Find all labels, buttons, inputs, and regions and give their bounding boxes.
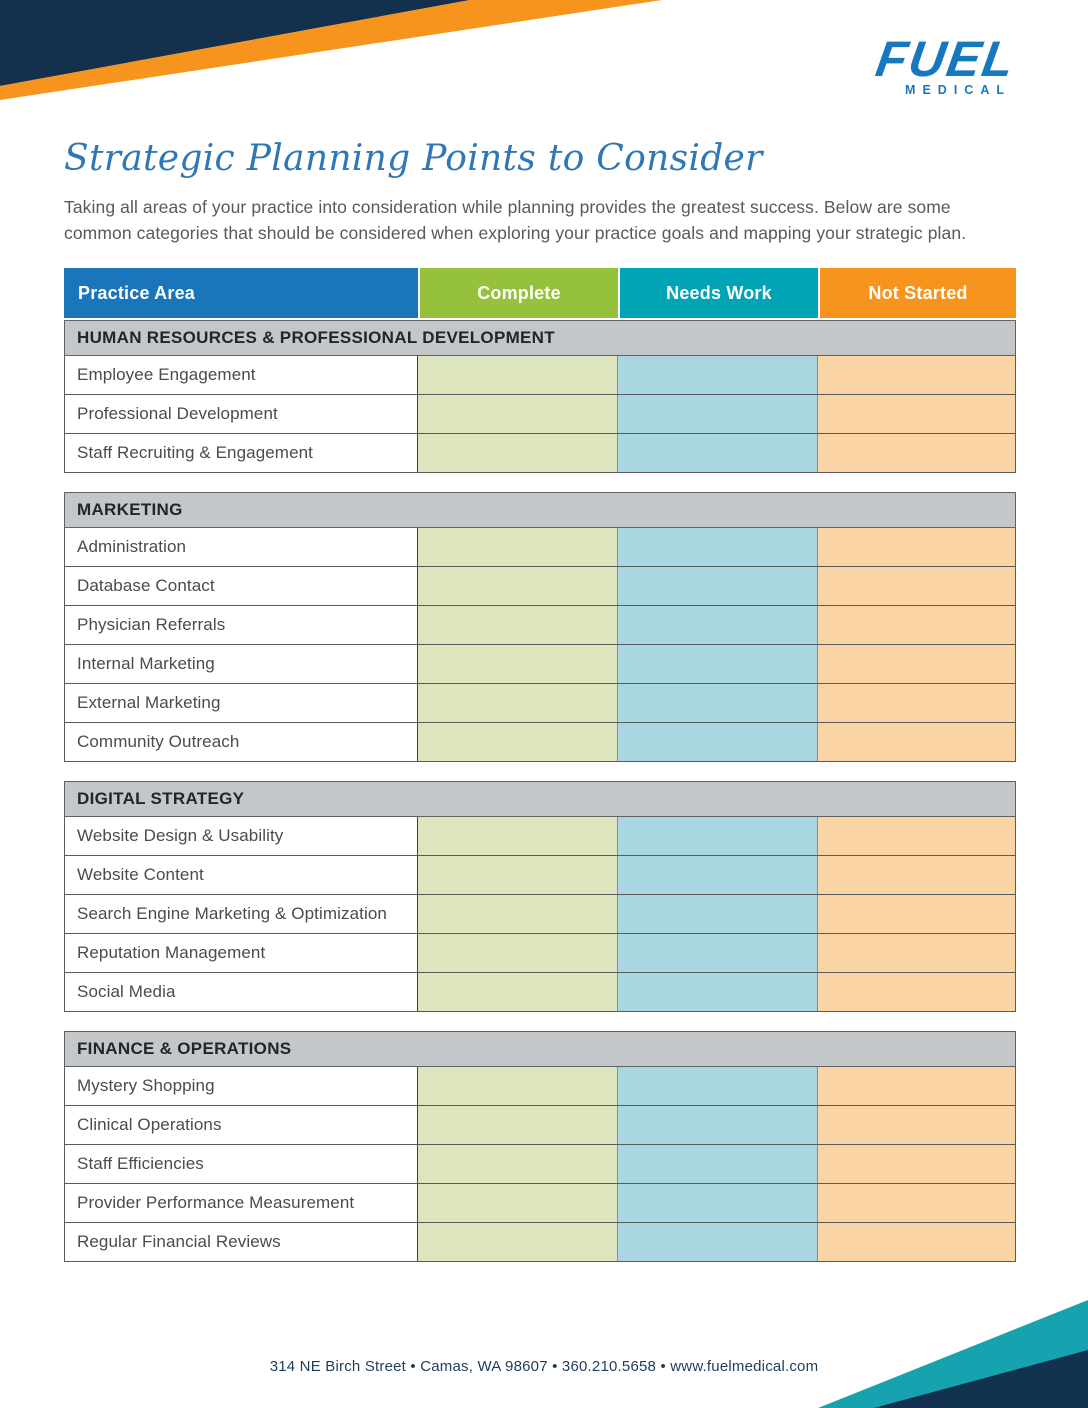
section-header: DIGITAL STRATEGY bbox=[64, 781, 1016, 817]
intro-paragraph: Taking all areas of your practice into consideration while planning provides the greatest success. Below are some common categories that should be considered when exploring your practice goals and mapping your strategic plan. bbox=[64, 197, 967, 243]
table-section bbox=[64, 492, 1016, 762]
column-header-practice-area: Practice Area bbox=[64, 268, 418, 318]
table-row bbox=[64, 1067, 1016, 1106]
column-header-complete: Complete bbox=[418, 268, 618, 318]
status-cell-needswork[interactable] bbox=[618, 356, 818, 394]
status-cell-notstarted[interactable] bbox=[818, 606, 1016, 644]
status-cell-needswork[interactable] bbox=[618, 817, 818, 855]
table-section bbox=[64, 1031, 1016, 1262]
status-cell-needswork[interactable] bbox=[618, 1145, 818, 1183]
row-label: External Marketing bbox=[64, 684, 418, 722]
row-label: Staff Efficiencies bbox=[64, 1145, 418, 1183]
row-label: Administration bbox=[64, 528, 418, 566]
row-label: Website Content bbox=[64, 856, 418, 894]
row-label: Regular Financial Reviews bbox=[64, 1223, 418, 1261]
status-cell-needswork[interactable] bbox=[618, 645, 818, 683]
row-label: Social Media bbox=[64, 973, 418, 1011]
status-cell-complete[interactable] bbox=[418, 895, 618, 933]
row-label: Professional Development bbox=[64, 395, 418, 433]
status-cell-needswork[interactable] bbox=[618, 528, 818, 566]
status-cell-complete[interactable] bbox=[418, 1184, 618, 1222]
status-cell-needswork[interactable] bbox=[618, 606, 818, 644]
table-row bbox=[64, 856, 1016, 895]
row-label: Mystery Shopping bbox=[64, 1067, 418, 1105]
table-section bbox=[64, 781, 1016, 1012]
row-label: Physician Referrals bbox=[64, 606, 418, 644]
status-cell-notstarted[interactable] bbox=[818, 973, 1016, 1011]
column-header-needs-work: Needs Work bbox=[618, 268, 818, 318]
status-cell-needswork[interactable] bbox=[618, 1067, 818, 1105]
status-cell-notstarted[interactable] bbox=[818, 934, 1016, 972]
table-row bbox=[64, 606, 1016, 645]
status-cell-complete[interactable] bbox=[418, 645, 618, 683]
section-header: HUMAN RESOURCES & PROFESSIONAL DEVELOPMENT bbox=[64, 320, 1016, 356]
status-cell-needswork[interactable] bbox=[618, 395, 818, 433]
row-label: Employee Engagement bbox=[64, 356, 418, 394]
status-cell-complete[interactable] bbox=[418, 395, 618, 433]
status-cell-notstarted[interactable] bbox=[818, 567, 1016, 605]
status-cell-notstarted[interactable] bbox=[818, 723, 1016, 761]
table-row bbox=[64, 645, 1016, 684]
status-cell-complete[interactable] bbox=[418, 356, 618, 394]
status-cell-complete[interactable] bbox=[418, 817, 618, 855]
table-row bbox=[64, 1184, 1016, 1223]
status-cell-complete[interactable] bbox=[418, 973, 618, 1011]
row-label: Search Engine Marketing & Optimization bbox=[64, 895, 418, 933]
status-cell-complete[interactable] bbox=[418, 684, 618, 722]
table-row bbox=[64, 1145, 1016, 1184]
table-row bbox=[64, 684, 1016, 723]
table-row bbox=[64, 934, 1016, 973]
row-label: Provider Performance Measurement bbox=[64, 1184, 418, 1222]
status-cell-notstarted[interactable] bbox=[818, 645, 1016, 683]
planning-table bbox=[64, 268, 1016, 1262]
table-row bbox=[64, 434, 1016, 473]
status-cell-complete[interactable] bbox=[418, 606, 618, 644]
status-cell-complete[interactable] bbox=[418, 528, 618, 566]
status-cell-complete[interactable] bbox=[418, 1106, 618, 1144]
status-cell-notstarted[interactable] bbox=[818, 684, 1016, 722]
table-header-row bbox=[64, 268, 1016, 318]
status-cell-notstarted[interactable] bbox=[818, 1184, 1016, 1222]
table-row bbox=[64, 817, 1016, 856]
status-cell-needswork[interactable] bbox=[618, 567, 818, 605]
status-cell-notstarted[interactable] bbox=[818, 528, 1016, 566]
status-cell-complete[interactable] bbox=[418, 1145, 618, 1183]
status-cell-notstarted[interactable] bbox=[818, 895, 1016, 933]
table-section bbox=[64, 320, 1016, 473]
content-area bbox=[64, 0, 1016, 1262]
status-cell-needswork[interactable] bbox=[618, 1106, 818, 1144]
table-row bbox=[64, 973, 1016, 1012]
logo-subtext: MEDICAL bbox=[905, 83, 1011, 97]
status-cell-needswork[interactable] bbox=[618, 934, 818, 972]
status-cell-complete[interactable] bbox=[418, 723, 618, 761]
status-cell-needswork[interactable] bbox=[618, 856, 818, 894]
row-label: Database Contact bbox=[64, 567, 418, 605]
status-cell-notstarted[interactable] bbox=[818, 1223, 1016, 1261]
status-cell-needswork[interactable] bbox=[618, 684, 818, 722]
row-label: Staff Recruiting & Engagement bbox=[64, 434, 418, 472]
row-label: Internal Marketing bbox=[64, 645, 418, 683]
status-cell-notstarted[interactable] bbox=[818, 395, 1016, 433]
status-cell-needswork[interactable] bbox=[618, 1184, 818, 1222]
status-cell-complete[interactable] bbox=[418, 1223, 618, 1261]
status-cell-notstarted[interactable] bbox=[818, 356, 1016, 394]
status-cell-needswork[interactable] bbox=[618, 434, 818, 472]
status-cell-complete[interactable] bbox=[418, 934, 618, 972]
table-row bbox=[64, 567, 1016, 606]
section-header: FINANCE & OPERATIONS bbox=[64, 1031, 1016, 1067]
status-cell-needswork[interactable] bbox=[618, 895, 818, 933]
status-cell-complete[interactable] bbox=[418, 1067, 618, 1105]
row-label: Community Outreach bbox=[64, 723, 418, 761]
status-cell-needswork[interactable] bbox=[618, 723, 818, 761]
logo-wordmark: FUEL bbox=[872, 31, 1021, 87]
table-row bbox=[64, 723, 1016, 762]
status-cell-needswork[interactable] bbox=[618, 1223, 818, 1261]
table-row bbox=[64, 1106, 1016, 1145]
footer-contact-line: 314 NE Birch Street • Camas, WA 98607 • 360.210.5658 • www.fuelmedical.com bbox=[269, 1358, 819, 1375]
status-cell-complete[interactable] bbox=[418, 567, 618, 605]
status-cell-complete[interactable] bbox=[418, 434, 618, 472]
table-row bbox=[64, 895, 1016, 934]
table-row bbox=[64, 1223, 1016, 1262]
table-sections bbox=[64, 320, 1016, 1262]
status-cell-needswork[interactable] bbox=[618, 973, 818, 1011]
column-header-not-started: Not Started bbox=[818, 268, 1016, 318]
status-cell-notstarted[interactable] bbox=[818, 1145, 1016, 1183]
page-title: Strategic Planning Points to Consider bbox=[64, 138, 763, 179]
section-header: MARKETING bbox=[64, 492, 1016, 528]
row-label: Reputation Management bbox=[64, 934, 418, 972]
table-row bbox=[64, 395, 1016, 434]
status-cell-notstarted[interactable] bbox=[818, 817, 1016, 855]
row-label: Website Design & Usability bbox=[64, 817, 418, 855]
status-cell-notstarted[interactable] bbox=[818, 1067, 1016, 1105]
status-cell-notstarted[interactable] bbox=[818, 434, 1016, 472]
status-cell-notstarted[interactable] bbox=[818, 1106, 1016, 1144]
status-cell-notstarted[interactable] bbox=[818, 856, 1016, 894]
footer-decoration bbox=[0, 1298, 1088, 1408]
table-row bbox=[64, 356, 1016, 395]
status-cell-complete[interactable] bbox=[418, 856, 618, 894]
table-row bbox=[64, 528, 1016, 567]
row-label: Clinical Operations bbox=[64, 1106, 418, 1144]
